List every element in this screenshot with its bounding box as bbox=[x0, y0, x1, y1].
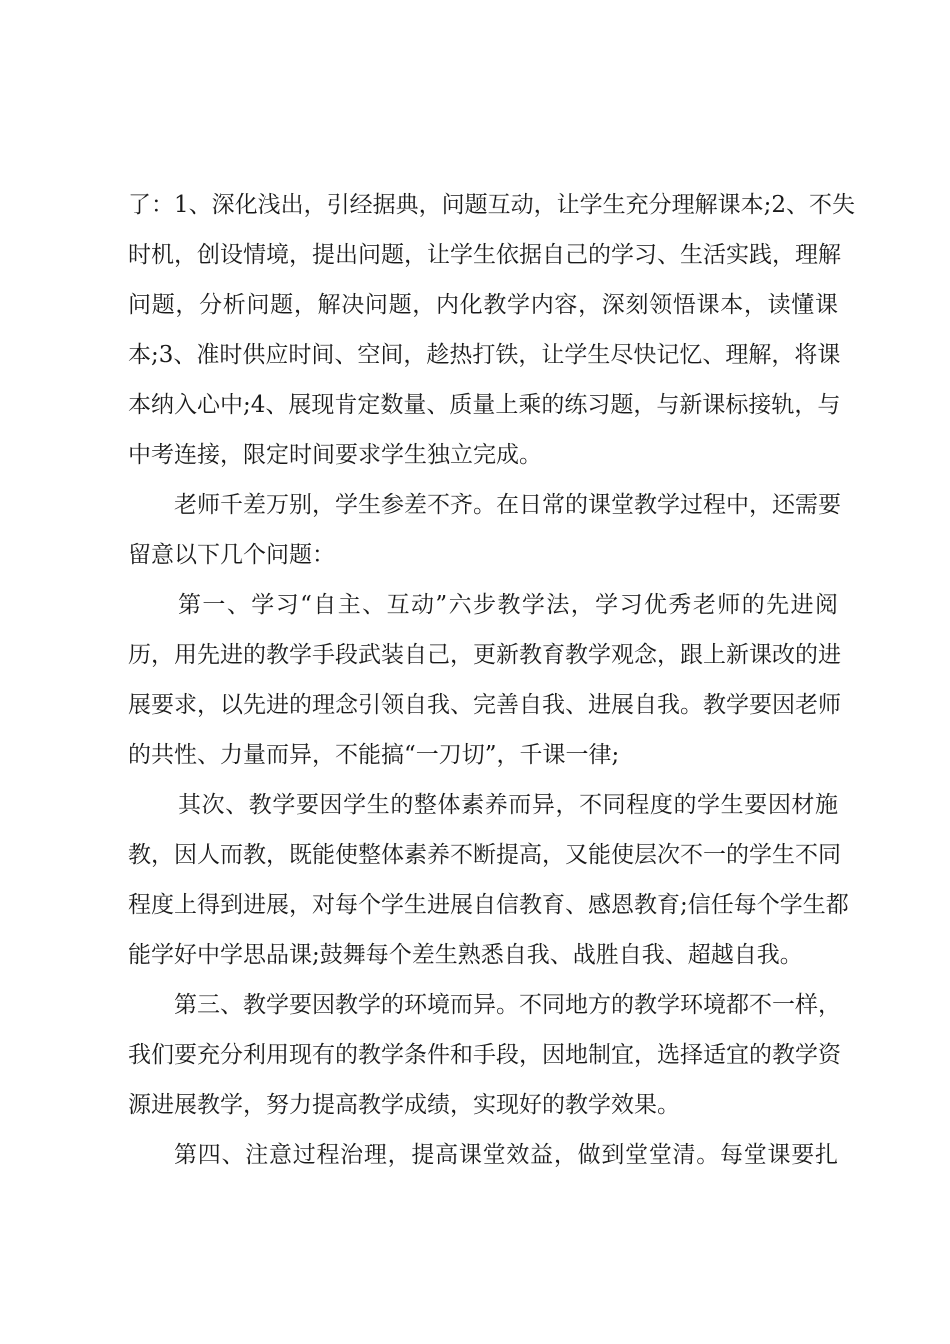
paragraph-3-line-3: 展要求，以先进的理念引领自我、完善自我、进展自我。教学要因老师 bbox=[128, 692, 841, 718]
paragraph-1-line-1: 了：1、深化浅出，引经据典，问题互动，让学生充分理解课本;2、不失 bbox=[128, 192, 856, 218]
paragraph-1-line-6: 中考连接，限定时间要求学生独立完成。 bbox=[128, 442, 542, 468]
paragraph-6-line-1: 第四、注意过程治理，提高课堂效益，做到堂堂清。每堂课要扎 bbox=[174, 1142, 838, 1168]
paragraph-5-line-1: 第三、教学要因教学的环境而异。不同地方的教学环境都不一样， bbox=[174, 992, 841, 1018]
paragraph-1-line-4: 本;3、准时供应时间、空间，趁热打铁，让学生尽快记忆、理解，将课 bbox=[128, 342, 841, 368]
paragraph-2-line-2: 留意以下几个问题： bbox=[128, 542, 335, 568]
paragraph-4-line-3: 程度上得到进展，对每个学生进展自信教育、感恩教育;信任每个学生都 bbox=[128, 892, 849, 918]
paragraph-3-line-4: 的共性、力量而异，不能搞“一刀切”，千课一律; bbox=[128, 742, 620, 768]
paragraph-3-line-2: 历，用先进的教学手段武装自己，更新教育教学观念，跟上新课改的进 bbox=[128, 642, 841, 668]
paragraph-4-line-2: 教，因人而教，既能使整体素养不断提高，又能使层次不一的学生不同 bbox=[128, 842, 841, 868]
paragraph-1-line-2: 时机，创设情境，提出问题，让学生依据自己的学习、生活实践，理解 bbox=[128, 242, 841, 268]
paragraph-5-line-2: 我们要充分利用现有的教学条件和手段，因地制宜，选择适宜的教学资 bbox=[128, 1042, 841, 1068]
paragraph-4-line-4: 能学好中学思品课;鼓舞每个差生熟悉自我、战胜自我、超越自我。 bbox=[128, 942, 803, 968]
paragraph-3-line-1: 第一、学习“自主、互动”六步教学法，学习优秀老师的先进阅 bbox=[178, 592, 838, 618]
paragraph-5-line-3: 源进展教学，努力提高教学成绩，实现好的教学效果。 bbox=[128, 1092, 680, 1118]
paragraph-4-line-1: 其次、教学要因学生的整体素养而异，不同程度的学生要因材施 bbox=[178, 792, 838, 818]
paragraph-1-line-3: 问题，分析问题，解决问题，内化教学内容，深刻领悟课本，读懂课 bbox=[128, 292, 838, 318]
paragraph-1-line-5: 本纳入心中;4、展现肯定数量、质量上乘的练习题，与新课标接轨，与 bbox=[128, 392, 841, 418]
paragraph-2-line-1: 老师千差万别，学生参差不齐。在日常的课堂教学过程中，还需要 bbox=[174, 492, 841, 518]
